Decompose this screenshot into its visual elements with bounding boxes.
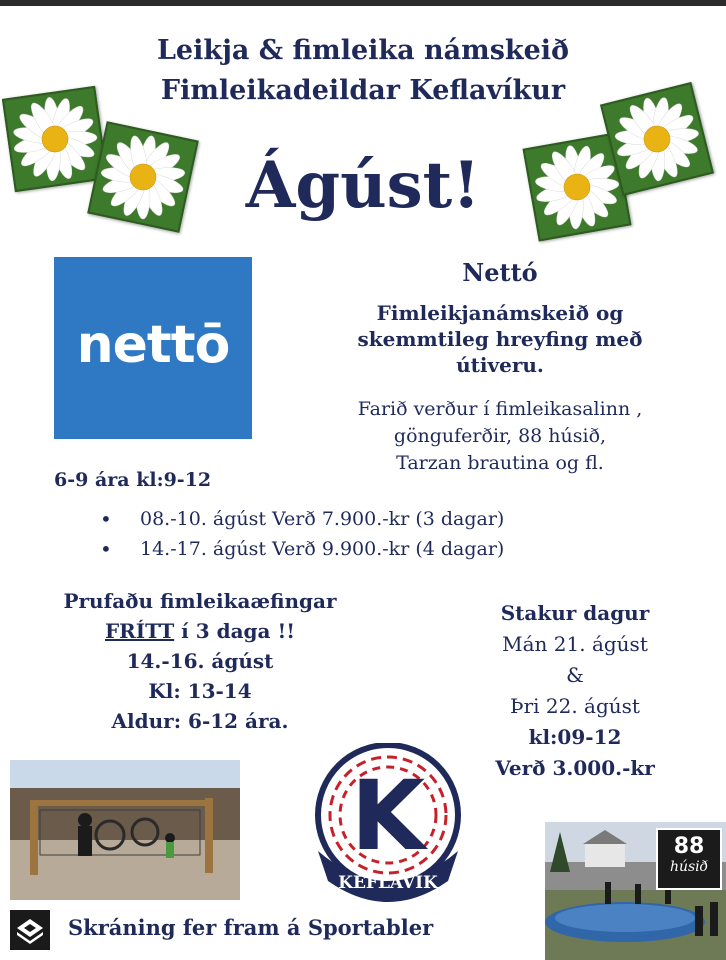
trial-line-2: [10, 616, 390, 646]
course-description: [300, 396, 700, 477]
trial-block: [10, 586, 390, 736]
free-word: FRÍTT: [104, 619, 175, 643]
single-day-amp: &: [566, 663, 584, 687]
single-day-date-2: Þri 22. ágúst: [510, 694, 640, 718]
sportabler-logo-icon: [10, 910, 50, 950]
session-list: [100, 504, 504, 564]
netto-logo: [54, 257, 252, 439]
single-day-price: Verð 3.000.-kr: [495, 756, 655, 780]
sponsor-name: Nettó: [462, 258, 538, 287]
88-word: húsið: [669, 859, 709, 875]
course-subtitle-line-1: Fimleikjanámskeið og: [376, 301, 624, 325]
trial-time: Kl: 13-14: [148, 679, 252, 703]
course-subtitle-line-3: útiveru.: [456, 353, 544, 377]
single-day-time: kl:09-12: [528, 725, 622, 749]
single-day-block: [470, 598, 680, 784]
title-line-2: Fimleikadeildar Keflavíkur: [160, 75, 566, 106]
club-logo-letter: K: [350, 760, 426, 872]
title-line-1: Leikja & fimleika námskeið: [156, 35, 570, 66]
course-description-line-3: Tarzan brautina og fl.: [396, 452, 604, 474]
trial-line-1: Prufaðu fimleikaæfingar: [63, 589, 337, 613]
trial-line-2-rest: í 3 daga !!: [174, 619, 296, 643]
course-subtitle: [300, 300, 700, 378]
netto-logo-text: nettō: [76, 315, 230, 375]
88-husid-logo: [656, 828, 722, 890]
playground-photo: [10, 760, 240, 900]
month-heading: Ágúst!: [245, 148, 481, 223]
trial-dates: 14.-16. ágúst: [126, 649, 274, 673]
trial-age: Aldur: 6-12 ára.: [111, 709, 289, 733]
single-day-heading: Stakur dagur: [500, 601, 650, 625]
top-border: [0, 0, 726, 6]
course-description-line-1: Farið verður í fimleikasalinn ,: [357, 398, 643, 420]
club-logo-name: KEFLAVÍK: [338, 873, 438, 893]
keflavik-club-logo: [306, 743, 470, 905]
age-time: 6-9 ára kl:9-12: [54, 469, 212, 491]
course-subtitle-line-2: skemmtileg hreyfing með: [357, 327, 643, 351]
88-number: 88: [673, 834, 705, 859]
session-item-1: • 08.-10. ágúst Verð 7.900.-kr (3 dagar): [100, 504, 504, 534]
session-item-2: • 14.-17. ágúst Verð 9.900.-kr (4 dagar): [100, 534, 504, 564]
course-description-line-2: gönguferðir, 88 húsið,: [393, 425, 607, 447]
single-day-date-1: Mán 21. ágúst: [502, 632, 648, 656]
signup-text: Skráning fer fram á Sportabler: [68, 915, 434, 940]
